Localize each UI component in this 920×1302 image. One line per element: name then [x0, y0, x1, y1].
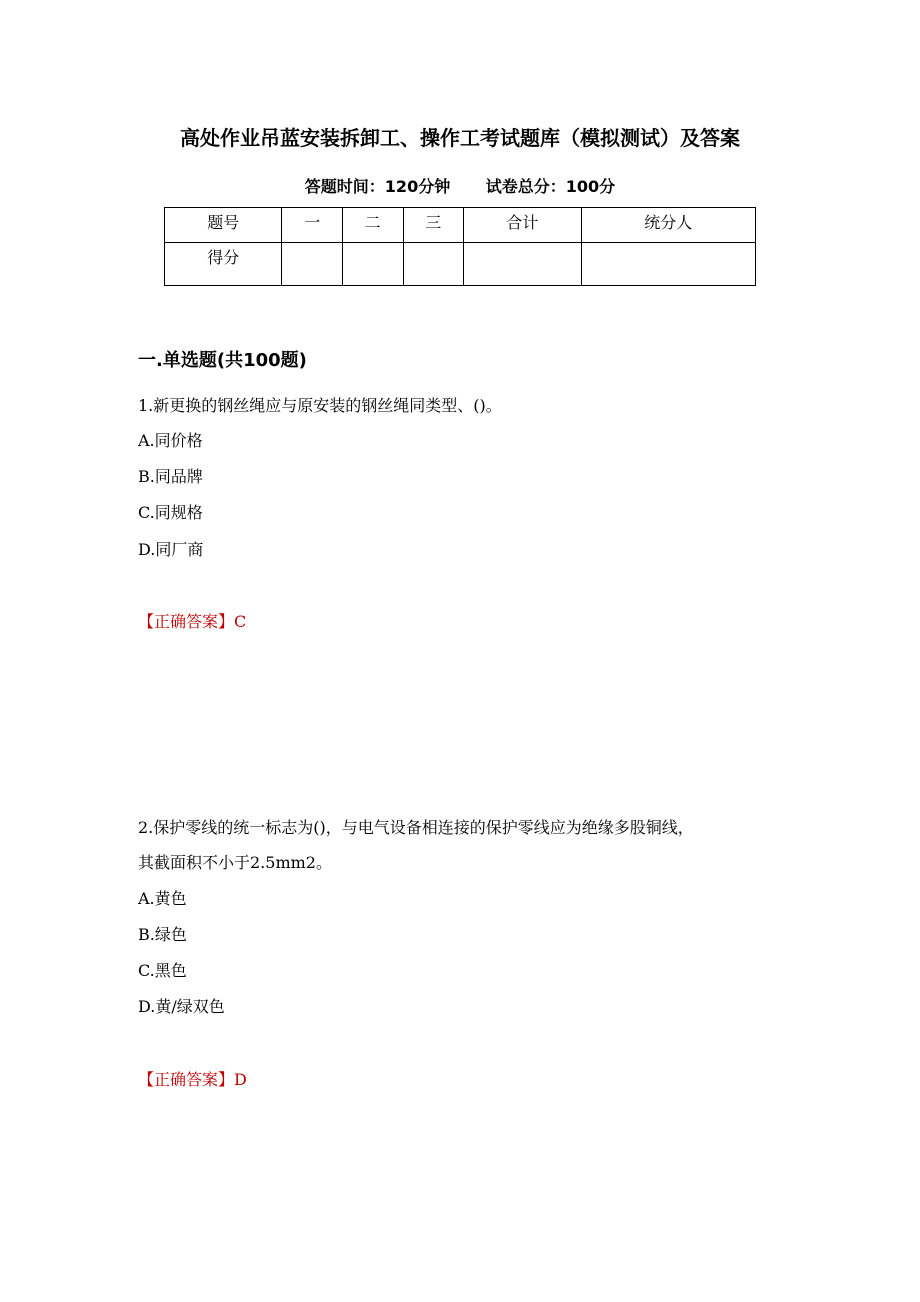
option-a: A.同价格	[138, 431, 203, 450]
option-b: B.同品牌	[138, 467, 203, 486]
option-d: D.同厂商	[138, 540, 204, 559]
header-cell: 三	[403, 208, 464, 243]
score-cell	[464, 243, 581, 286]
exam-time: 答题时间：120分钟	[304, 177, 451, 196]
score-table-score-row	[165, 243, 756, 286]
row-label-cell: 得分	[165, 243, 282, 286]
header-cell: 合计	[464, 208, 581, 243]
option-d: D.黄/绿双色	[138, 997, 225, 1016]
document-title: 高处作业吊蓝安装拆卸工、操作工考试题库（模拟测试）及答案	[180, 126, 740, 150]
header-cell: 统分人	[581, 208, 755, 243]
correct-answer: 【正确答案】C	[138, 612, 247, 631]
question-stem: 2.保护零线的统一标志为()，与电气设备相连接的保护零线应为绝缘多股铜线，	[138, 818, 694, 837]
score-cell	[581, 243, 755, 286]
correct-answer: 【正确答案】D	[138, 1070, 247, 1089]
score-table-header-row	[165, 208, 756, 243]
score-cell	[403, 243, 464, 286]
score-table	[164, 207, 756, 286]
question-stem: 1.新更换的钢丝绳应与原安装的钢丝绳同类型、()。	[138, 396, 502, 415]
header-cell: 一	[282, 208, 343, 243]
option-b: B.绿色	[138, 925, 187, 944]
header-cell: 二	[343, 208, 404, 243]
option-c: C.同规格	[138, 503, 203, 522]
exam-meta	[0, 174, 920, 197]
score-cell	[282, 243, 343, 286]
score-cell	[343, 243, 404, 286]
option-c: C.黑色	[138, 961, 187, 980]
section-title: 一.单选题(共100题)	[138, 350, 307, 371]
option-a: A.黄色	[138, 889, 187, 908]
header-cell: 题号	[165, 208, 282, 243]
exam-total-score: 试卷总分：100分	[485, 177, 616, 196]
question-stem-continued: 其截面积不小于2.5mm2。	[138, 853, 332, 872]
